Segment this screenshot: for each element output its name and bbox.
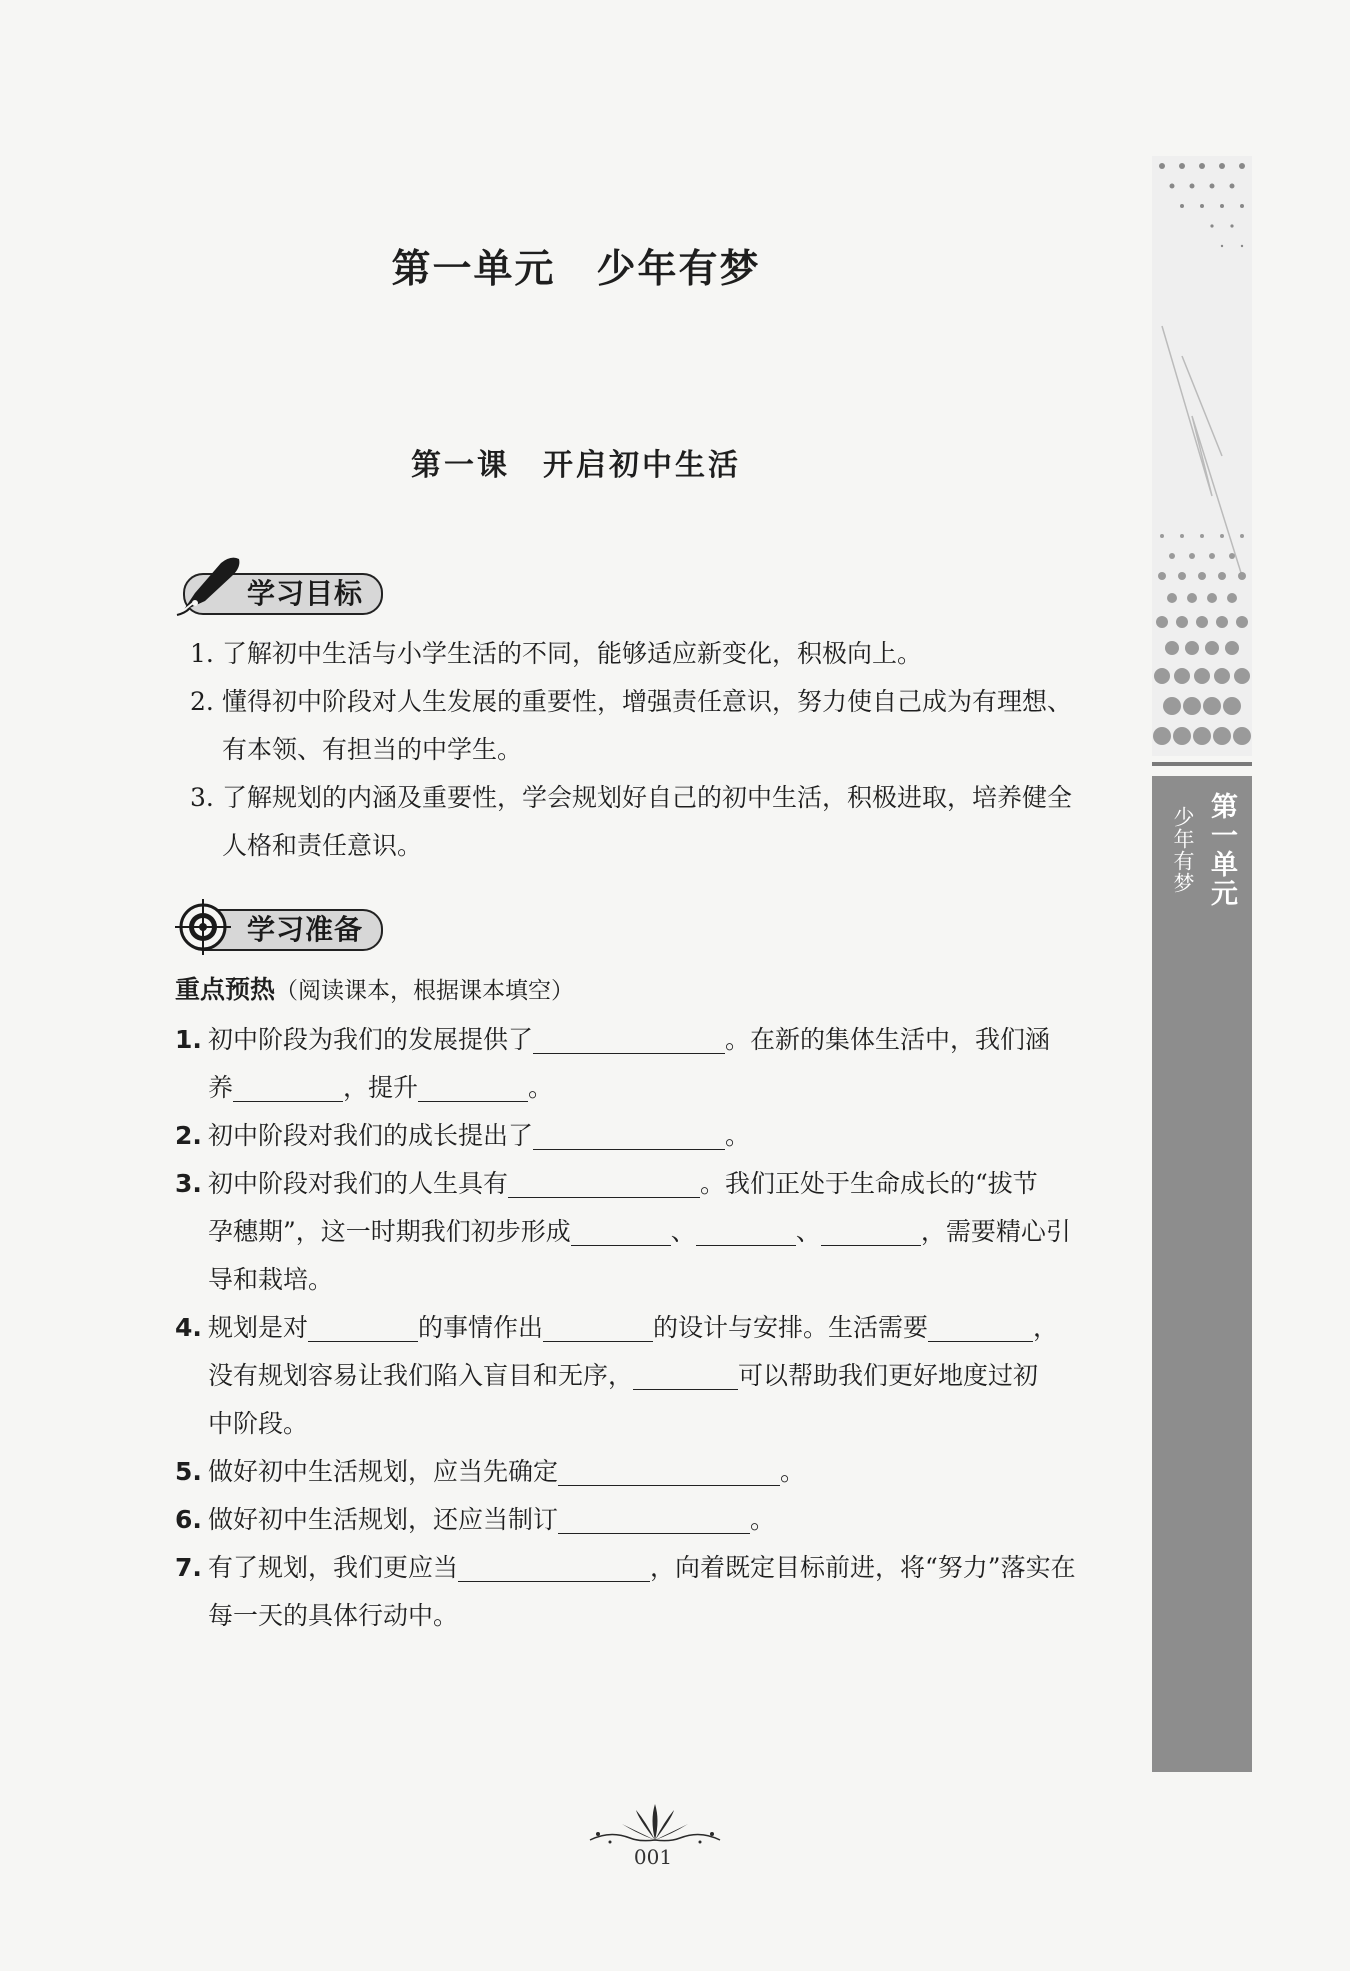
question-number: 1. [175,1025,202,1054]
question-item [175,1496,1135,1544]
question-text: 导和栽培。 [208,1265,334,1294]
question-item [175,1448,1135,1496]
pen-nib-icon [175,553,245,619]
answer-blank[interactable] [458,1551,650,1582]
question-text: 每一天的具体行动中。 [208,1601,459,1630]
question-text: 。 [725,1121,751,1150]
question-text: 的设计与安排。生活需要 [653,1313,929,1342]
question-item [175,1160,1135,1304]
question-text: 做好初中生活规划，还应当制订 [208,1505,559,1534]
answer-blank[interactable] [821,1215,921,1246]
target-icon [175,895,237,957]
answer-blank[interactable] [696,1215,796,1246]
answer-blank[interactable] [418,1071,528,1102]
unit-title: 第一单元 少年有梦 [391,247,761,292]
question-text: 的事情作出 [418,1313,544,1342]
question-text: 做好初中生活规划，应当先确定 [208,1457,559,1486]
answer-blank[interactable] [558,1455,780,1486]
question-item [175,1112,1135,1160]
question-number: 7. [175,1553,202,1582]
answer-blank[interactable] [571,1215,671,1246]
question-text: 。在新的集体生活中，我们涵 [725,1025,1051,1054]
question-number: 6. [175,1505,202,1534]
question-text: ，向着既定目标前进，将“努力”落实在 [650,1553,1076,1582]
question-text: 养 [208,1073,234,1102]
question-text: 初中阶段对我们的成长提出了 [208,1121,534,1150]
objective-item [190,630,1140,678]
question-number: 2. [175,1121,202,1150]
answer-blank[interactable] [308,1311,418,1342]
objective-text-continued: 有本领、有担当的中学生。 [222,735,523,764]
halftone-pattern-icon [1152,156,1252,756]
answer-blank[interactable] [928,1311,1033,1342]
question-item [175,1304,1135,1448]
side-tab-band [1152,776,1252,1772]
side-tab-theme: 少年有梦 [1171,806,1195,894]
objective-text-continued: 人格和责任意识。 [222,831,423,860]
objective-text: 懂得初中阶段对人生发展的重要性，增强责任意识，努力使自己成为有理想、 [222,687,1073,716]
question-text: 规划是对 [208,1313,309,1342]
question-text: ， [1033,1313,1059,1342]
lesson-title: 第一课 开启初中生活 [411,448,741,483]
side-tab-unit: 第一单元 [1206,792,1237,908]
objective-number: 1. [190,639,214,668]
subheading-label: 重点预热 [175,975,276,1004]
preparation-subheading [175,970,574,1006]
question-text: 没有规划容易让我们陷入盲目和无序， [208,1361,634,1390]
objective-text: 了解初中生活与小学生活的不同，能够适应新变化，积极向上。 [222,639,923,668]
question-text: 。 [780,1457,806,1486]
objective-item [190,774,1140,870]
question-number: 5. [175,1457,202,1486]
answer-blank[interactable] [633,1359,738,1390]
answer-blank[interactable] [533,1023,725,1054]
subheading-note: （阅读课本，根据课本填空） [275,978,575,1004]
answer-blank[interactable] [233,1071,343,1102]
answer-blank[interactable] [558,1503,750,1534]
question-text: 孕穗期”，这一时期我们初步形成 [208,1217,571,1246]
side-tab [1152,156,1252,1772]
answer-blank[interactable] [543,1311,653,1342]
objectives-heading: 学习目标 [247,577,364,610]
question-text: ，提升 [343,1073,419,1102]
question-text: 。 [750,1505,776,1534]
question-text: 中阶段。 [208,1409,309,1438]
question-text: 。 [528,1073,554,1102]
question-number: 3. [175,1169,202,1198]
page-number: 001 [633,1845,673,1869]
answer-blank[interactable] [508,1167,700,1198]
floral-ornament-icon [580,1800,730,1848]
question-text: 有了规划，我们更应当 [208,1553,459,1582]
objective-number: 2. [190,687,214,716]
question-number: 4. [175,1313,202,1342]
question-text: 初中阶段为我们的发展提供了 [208,1025,534,1054]
objective-number: 3. [190,783,214,812]
question-text: 。我们正处于生命成长的“拔节 [700,1169,1038,1198]
question-text: 、 [795,1217,821,1246]
question-text: 可以帮助我们更好地度过初 [738,1361,1039,1390]
side-tab-divider [1152,762,1252,766]
question-text: ，需要精心引 [920,1217,1071,1246]
objective-text: 了解规划的内涵及重要性，学会规划好自己的初中生活，积极进取，培养健全 [222,783,1073,812]
preparation-heading: 学习准备 [247,913,364,946]
answer-blank[interactable] [533,1119,725,1150]
question-item [175,1544,1135,1640]
question-item [175,1016,1135,1112]
objective-item [190,678,1140,774]
question-text: 初中阶段对我们的人生具有 [208,1169,509,1198]
question-text: 、 [670,1217,696,1246]
